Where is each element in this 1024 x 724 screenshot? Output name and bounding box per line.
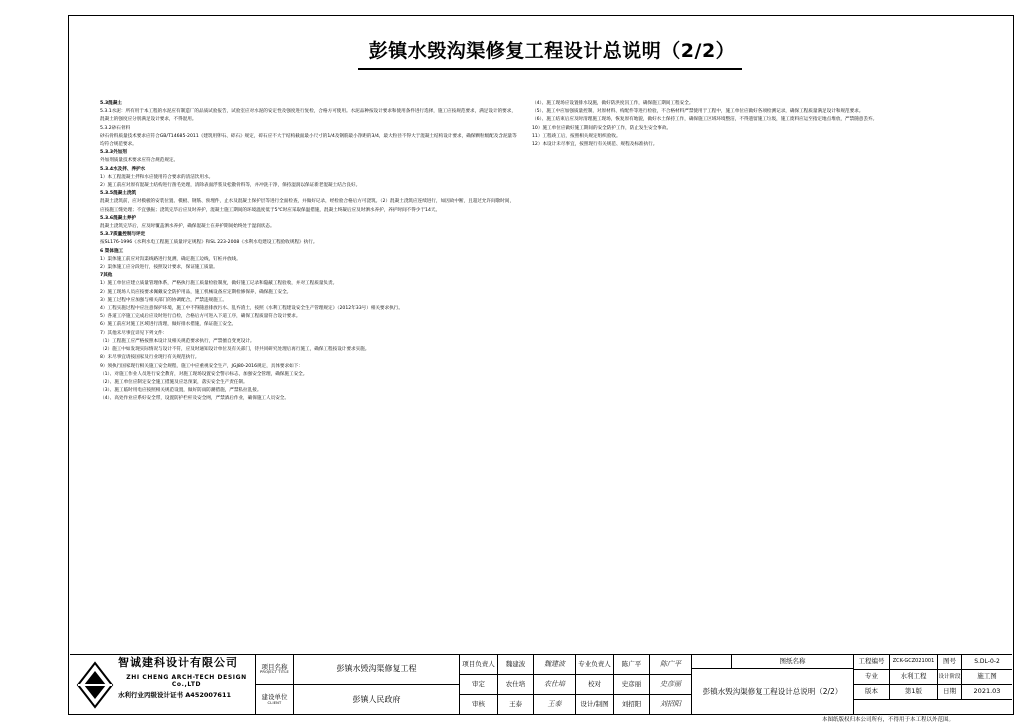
spec-paragraph: 外加剂质量技术要求应符合规范规定。 [100,158,179,164]
spec-heading: 5.3.6混凝土养护 [100,215,137,221]
role-label: 审核 [460,695,498,715]
spec-paragraph: （2）施工中如发现实际情况与设计不符，应及时通知设计单位及有关部门，待共同研究处理后再行施工，确保工程按设计要求实施。 [100,347,370,353]
spec-paragraph: 5）各道工序施工完成后应及时进行自检，合格后方可进入下道工序，确保工程质量符合设计要求。 [100,314,301,320]
spec-paragraph: （4）、施工现场应设置排水设施，做好防洪度汛工作，确保施工期间工程安全。 [532,101,694,106]
project-no-value: ZCK-GCZ021001 [890,655,938,670]
discipline-value: 水利工程 [890,670,938,685]
spec-paragraph: 混凝土浇筑完毕后，应及时覆盖洒水养护，确保混凝土在养护期间始终处于湿润状态。 [100,224,275,230]
drawing-title-label-cell [732,655,854,669]
spec-paragraph: 10）施工单位应做好施工期间的安全防护工作，防止发生安全事故。 [532,125,672,131]
firm-name: 智诚建科设计有限公司 [118,656,238,669]
spec-paragraph: 1）渠体施工前应对沟渠线路进行复测，确定施工边线，钉桩并放线。 [100,256,241,262]
spec-paragraph: 6）施工前应对施工区域进行清理，做好排水措施，保证施工安全。 [100,322,237,328]
drawing-title-label: 图纸名称 [779,656,806,665]
document-title: 彭镇水毁沟渠修复工程设计总说明（2/2） [368,40,736,62]
role-label: 专业负责人 [576,655,614,675]
firm-area [70,655,256,715]
role-signature: 陈广平 [650,655,692,675]
role-name: 史彦丽 [614,675,650,695]
role-name: 魏建波 [498,655,534,675]
role-name: 陈广平 [614,655,650,675]
company-logo-icon [76,661,114,709]
version-label: 版本 [854,685,890,700]
role-name: 刘招阳 [614,695,650,715]
info-grid-blank [854,700,1012,715]
date-value: 2021.03 [962,685,1012,700]
role-label: 设计/制图 [576,695,614,715]
spec-paragraph: 5.3.1水泥：所有用于本工程的水泥应有制造厂的品质试验报告，试验室应对水泥的安定性及强度进行复检，合格方可使用。水泥品种按设计要求和使用条件进行选择，施工应按规范要求，满足设计的要求，混凝土的强度应分别满足设计要求，不得混用。 [100,109,516,123]
spec-paragraph: （1）、对施工作业人员进行安全教育，对施工现场设置安全警示标志，加强安全管理，确保施工安全。 [100,371,308,377]
spec-left-column [100,100,518,404]
spec-paragraph: 5.3.2砂石骨料 [100,125,131,131]
stage-label: 设计阶段 [938,670,962,685]
firm-name-en: ZHI CHENG ARCH-TECH DESIGN Co.,LTD [126,674,247,688]
role-signature: 王泰 [534,695,576,715]
spec-paragraph: 11）工程竣工后，按照相关规定组织验收。 [532,133,621,139]
role-signature: 魏建波 [534,655,576,675]
discipline-label: 专业 [854,670,890,685]
spec-paragraph: 4）工程实施过程中应注意保护环境，施工中不得随意排放污水、乱弃渣土，按照《水利工程建设安全生产管理规定》（2012年33号）相关要求执行。 [100,306,403,312]
spec-heading: 5.3.3外加剂 [100,150,127,156]
spec-paragraph: （5）、施工中应加强质量控制，对原材料、构配件等进行检验，不合格材料严禁使用于工程中，施工单位应做好各项检测记录，确保工程质量满足设计和规范要求。 [532,109,864,115]
client-label: 建设单位 [261,693,288,702]
role-signature: 刘招阳 [650,695,692,715]
role-label: 校对 [576,675,614,695]
project-no-label: 工程编号 [854,655,890,670]
project-title-label-en: PROJECT TITLE [260,670,289,675]
client-label-en: CLIENT [267,700,282,705]
spec-heading: 5.3.5混凝土浇筑 [100,191,137,197]
spec-paragraph: 8）未尽事宜请按国家及行业现行有关规范执行。 [100,355,200,361]
client-label-cell [256,685,294,715]
spec-heading: 5.3混凝土 [100,101,122,106]
spec-paragraph: （2）、施工单位应制定安全施工措施及应急预案，落实安全生产责任制。 [100,379,248,385]
spec-paragraph: 2）渠体施工应分段进行，按照设计要求，保证施工质量。 [100,265,218,271]
spec-paragraph: （4）、高处作业应系好安全带，设置防护栏杆及安全网，严禁酒后作业，确保施工人员安全。 [100,396,289,402]
spec-paragraph: 1）本工程混凝土拌和水应使用符合要求的清洁饮用水。 [100,174,214,180]
spec-paragraph: 砂石骨料质量技术要求应符合GB/T14685-2011《建筑用卵石、碎石》规定，碎石应不大于结构截面最小尺寸的1/4及钢筋最小净距的3/4，最大粒径不得大于混凝土结构设计要求，确保颗粒级配及含泥量等均符合规范要求。 [100,133,517,148]
spec-paragraph: （1）工程施工应严格按照本设计及相关规范要求执行，严禁擅自变更设计。 [100,338,255,344]
drawing-no-label: 图号 [938,655,962,670]
spec-paragraph: 12）本设计未尽事宜，按照现行有关规范、规程及标准执行。 [532,142,658,148]
spec-paragraph: 7）其他未尽事宜详见下列文件： [100,330,168,336]
role-name: 农仕培 [498,675,534,695]
drawing-no-value: S.DL-0-2 [962,655,1012,670]
spec-paragraph: 2）施工现场人员应按要求佩戴安全防护用品，施工机械设备应定期检修保养，确保施工安全。 [100,289,292,295]
spec-paragraph: 混凝土浇筑前，应对模板的安装位置、模板、钢筋、预埋件，止水及混凝土保护层等进行全面检查，并做好记录，经检验合格后方可浇筑。（2）混凝土浇筑应连续进行，如因故中断，且超过允许间歇时间，应按施工缝处理；不宜强振；浇筑完毕后应及时养护，混凝土施工期间的环境温度低于5℃时应采取保温措施，混凝土终凝后应及时洒水养护，养护时间不得少于14天。 [100,199,515,213]
project-title-value: 彭镇水毁沟渠修复工程 [294,655,460,685]
spec-paragraph: 9）须执行国家现行相关施工安全规程，施工中应重视安全生产，JGJ80-2016规定，具体要求如下： [100,363,303,369]
title-underline [358,68,742,70]
drawing-title-value: 彭镇水毁沟渠修复工程设计总说明（2/2） [692,669,854,715]
role-label: 审定 [460,675,498,695]
firm-certificate: 水利行业丙级设计证书 A452007611 [118,691,231,699]
version-value: 第1版 [890,685,938,700]
role-name: 王泰 [498,695,534,715]
spec-paragraph: 3）施工过程中应加强与相关部门的协调配合，严禁违规施工。 [100,297,227,303]
spec-paragraph: 2）施工前应对原有混凝土结构进行凿毛处理，清除表面浮浆及松散骨料等，并冲洗干净，保持湿润以保证新老混凝土结合良好。 [100,183,361,189]
spec-paragraph: （6）、施工结束后应及时清理施工现场，恢复原有地貌，做好水土保持工作，确保施工区域环境整洁，不得遗留施工垃圾，施工废料应运至指定地点堆放，严禁随意丢弃。 [532,117,878,123]
spec-heading: 6 渠体施工 [100,248,124,254]
stage-value: 施工图 [962,670,1012,685]
project-title-label-cell [256,655,294,685]
spec-paragraph: （3）、施工临时用电应按照相关规范设置，做好防雨防潮措施，严禁私拉乱接。 [100,388,262,394]
drawing-title-spacer [692,655,732,669]
role-signature: 农仕培 [534,675,576,695]
date-label: 日期 [938,685,962,700]
spec-paragraph: 按SL176-1996《水利水电工程施工质量评定规程》和SL 223-2008《水利水电建设工程验收规程》执行。 [100,240,318,246]
spec-heading: 5.3.7质量控制与评定 [100,232,146,238]
spec-heading: 5.3.4水及拌、养护水 [100,166,146,172]
role-label: 项目负责人 [460,655,498,675]
spec-paragraph: 1）施工单位应建立质量管理体系，严格执行施工质量检验制度，做好施工记录和隐蔽工程验收，并对工程质量负责。 [100,281,338,287]
role-signature: 史彦丽 [650,675,692,695]
project-title-label: 项目名称 [261,662,288,671]
spec-heading: 7其他 [100,273,113,279]
copyright-footnote: 本图纸版权归本公司所有，不得用于本工程以外范围。 [822,717,955,723]
title-block [70,654,1012,715]
client-value: 彭镇人民政府 [294,685,460,715]
spec-right-column [532,100,940,149]
